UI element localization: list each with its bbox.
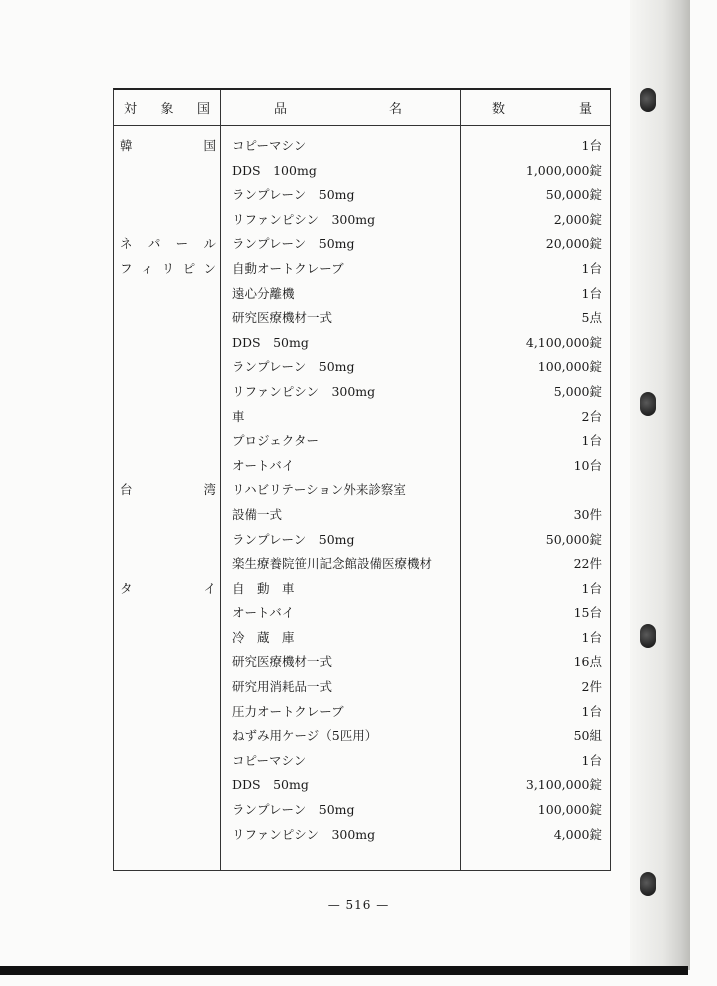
table-row — [114, 552, 610, 577]
country-char: 国 — [203, 138, 216, 153]
item-cell: オートバイ — [232, 605, 295, 621]
table-row — [114, 405, 610, 430]
country-char: ン — [203, 260, 216, 276]
quantity-cell: 22件 — [573, 556, 602, 572]
country-char: 韓 — [120, 138, 133, 153]
item-cell: ねずみ用ケージ（5匹用） — [232, 728, 378, 744]
table-row — [114, 183, 610, 208]
header-char: 数 — [492, 102, 506, 117]
item-cell: リファンピシン 300mg — [232, 383, 376, 399]
item-cell: DDS 100mg — [232, 162, 317, 178]
binder-ring — [640, 392, 656, 416]
header-char: 量 — [578, 102, 592, 117]
item-cell: 楽生療養院笹川記念館設備医療機材 — [232, 556, 433, 572]
table-row — [114, 823, 610, 848]
country-cell — [120, 257, 216, 282]
quantity-cell: 1台 — [581, 629, 602, 645]
quantity-cell: 1台 — [581, 433, 602, 449]
quantity-cell: 1台 — [581, 752, 602, 768]
quantity-cell: 50,000錠 — [545, 187, 602, 203]
table-row — [114, 159, 610, 184]
binder-ring — [640, 624, 656, 648]
item-cell: 研究医療機材一式 — [232, 310, 333, 326]
quantity-cell: 2件 — [581, 679, 602, 695]
country-char: タ — [120, 580, 133, 596]
quantity-cell: 4,100,000錠 — [525, 334, 602, 350]
table-row — [114, 478, 610, 503]
header-char: 品 — [274, 102, 288, 117]
header-char: 名 — [388, 102, 402, 117]
table-row — [114, 650, 610, 675]
table-row — [114, 257, 610, 282]
item-cell: DDS 50mg — [232, 334, 309, 350]
item-cell: コピーマシン — [232, 138, 307, 153]
header-char: 対 — [124, 102, 138, 117]
table-row — [114, 503, 610, 528]
table-row — [114, 749, 610, 774]
country-char: 湾 — [203, 482, 216, 498]
table-row — [114, 331, 610, 356]
quantity-cell: 50,000錠 — [545, 531, 602, 547]
table-row — [114, 429, 610, 454]
item-cell: リハビリテーション外来診察室 — [232, 482, 406, 498]
table-row — [114, 232, 610, 257]
table-body — [114, 134, 610, 847]
quantity-cell: 1台 — [581, 260, 602, 276]
table-row — [114, 528, 610, 553]
table-row — [114, 282, 610, 307]
country-char: ル — [203, 236, 216, 252]
country-cell — [120, 577, 216, 602]
quantity-cell: 5点 — [581, 310, 602, 326]
item-cell: 自動オートクレーブ — [232, 260, 344, 276]
header-item — [274, 98, 402, 117]
header-char: 国 — [196, 102, 210, 117]
country-char: ー — [175, 236, 189, 252]
quantity-cell: 5,000錠 — [553, 383, 602, 399]
quantity-cell: 4,000錠 — [553, 826, 602, 842]
country-char: イ — [203, 580, 216, 596]
quantity-cell: 1台 — [581, 285, 602, 301]
item-cell: 冷 蔵 庫 — [232, 629, 295, 645]
country-char: ピ — [182, 260, 196, 276]
quantity-cell: 16点 — [573, 654, 602, 670]
item-cell: リファンピシン 300mg — [232, 826, 376, 842]
item-cell: コピーマシン — [232, 752, 307, 768]
quantity-cell: 1台 — [581, 580, 602, 596]
item-cell: 設備一式 — [232, 506, 283, 522]
table-row — [114, 306, 610, 331]
quantity-cell: 100,000錠 — [537, 359, 602, 375]
table-row — [114, 700, 610, 725]
binder-ring — [640, 872, 656, 896]
item-cell: ランプレーン 50mg — [232, 802, 355, 818]
item-cell: 研究医療機材一式 — [232, 654, 333, 670]
item-cell: プロジェクター — [232, 433, 320, 449]
table-row — [114, 208, 610, 233]
table-row — [114, 675, 610, 700]
header-country — [124, 98, 210, 117]
binder-ring — [640, 88, 656, 112]
country-cell — [120, 232, 216, 257]
table-row — [114, 724, 610, 749]
header-char: 象 — [160, 102, 174, 117]
quantity-cell: 100,000錠 — [537, 802, 602, 818]
quantity-cell: 50組 — [573, 728, 602, 744]
item-cell: ランプレーン 50mg — [232, 187, 355, 203]
binder-spine — [630, 0, 690, 970]
country-cell — [120, 134, 216, 159]
scan-edge-bar — [0, 966, 688, 975]
table-row — [114, 577, 610, 602]
donation-table — [113, 88, 611, 871]
item-cell: 車 — [232, 408, 245, 424]
table-row — [114, 380, 610, 405]
table-row — [114, 601, 610, 626]
country-char: ネ — [120, 236, 133, 252]
table-row — [114, 773, 610, 798]
table-row — [114, 454, 610, 479]
quantity-cell: 15台 — [573, 605, 602, 621]
item-cell: ランプレーン 50mg — [232, 531, 355, 547]
quantity-cell: 1台 — [581, 703, 602, 719]
header-divider — [114, 125, 610, 126]
quantity-cell: 10台 — [573, 457, 602, 473]
quantity-cell: 2台 — [581, 408, 602, 424]
country-char: 台 — [120, 482, 133, 498]
table-row — [114, 134, 610, 159]
country-char: リ — [161, 260, 175, 276]
table-row — [114, 355, 610, 380]
country-char: パ — [147, 236, 161, 252]
quantity-cell: 1,000,000錠 — [525, 162, 602, 178]
quantity-cell: 3,100,000錠 — [525, 777, 602, 793]
header-quantity — [492, 98, 592, 117]
item-cell: オートバイ — [232, 457, 295, 473]
item-cell: 自 動 車 — [232, 580, 295, 596]
item-cell: DDS 50mg — [232, 777, 309, 793]
item-cell: ランプレーン 50mg — [232, 236, 355, 252]
table-row — [114, 626, 610, 651]
quantity-cell: 1台 — [581, 138, 602, 153]
item-cell: リファンピシン 300mg — [232, 211, 376, 227]
country-char: フ — [120, 260, 133, 276]
item-cell: ランプレーン 50mg — [232, 359, 355, 375]
quantity-cell: 30件 — [573, 506, 602, 522]
country-cell — [120, 478, 216, 503]
item-cell: 圧力オートクレーブ — [232, 703, 344, 719]
quantity-cell: 20,000錠 — [545, 236, 602, 252]
page-number: — 516 — — [327, 898, 390, 912]
quantity-cell: 2,000錠 — [553, 211, 602, 227]
table-row — [114, 798, 610, 823]
item-cell: 遠心分離機 — [232, 285, 295, 301]
item-cell: 研究用消耗品一式 — [232, 679, 333, 695]
country-char: ィ — [140, 260, 154, 276]
